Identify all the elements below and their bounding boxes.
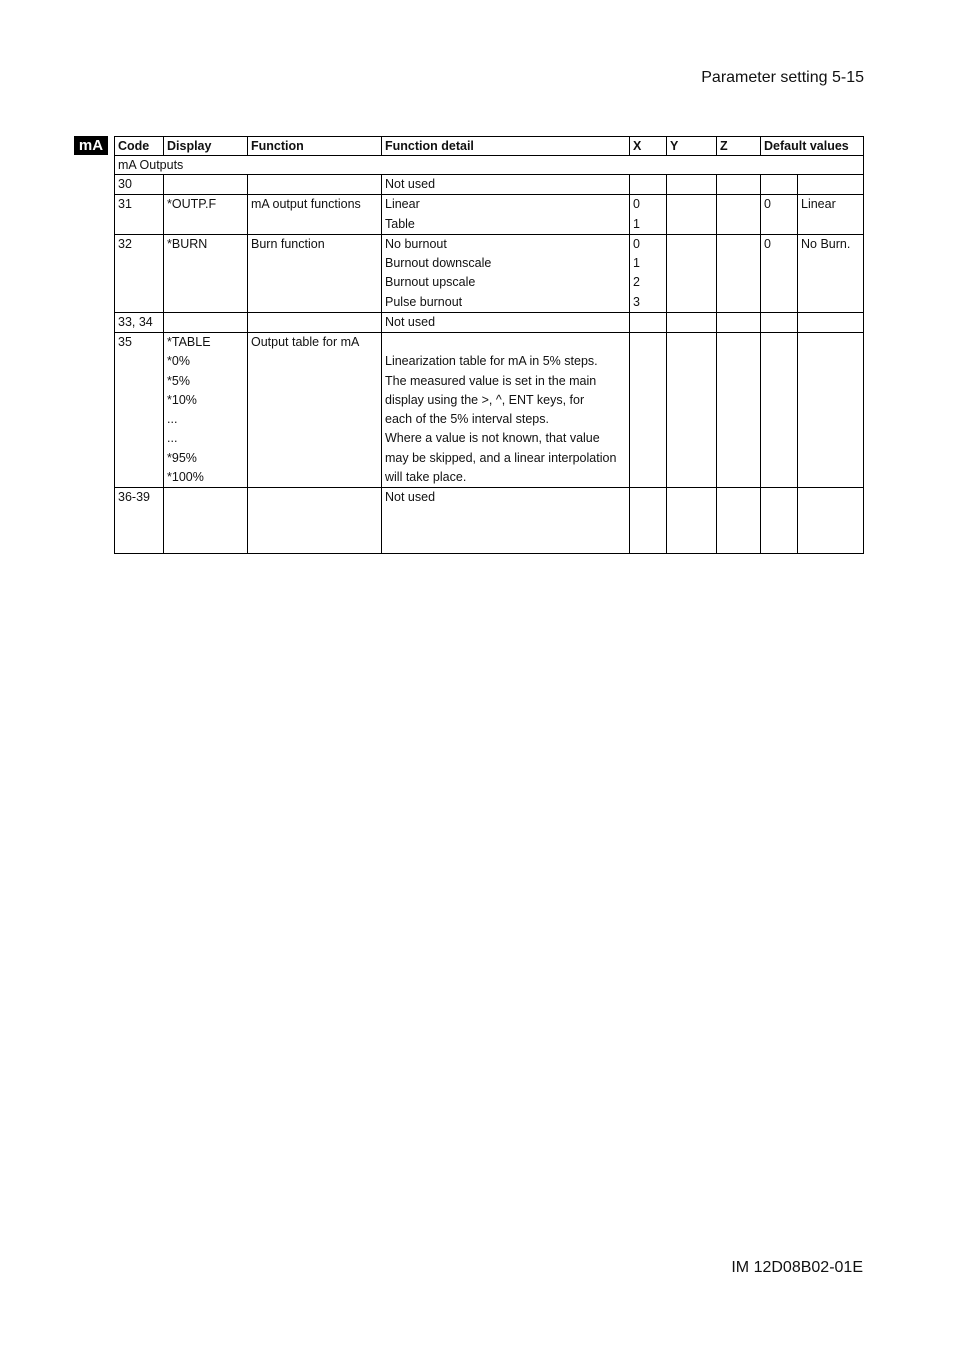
cell-code-text: 36-39 [118,490,150,504]
column-header-z: Z [717,137,761,156]
column-header-x: X [630,137,667,156]
cell-y [667,195,717,235]
cell-display-line: *BURN [167,236,208,251]
cell-function-text [251,175,378,194]
cell-x-line: 1 [633,216,640,231]
cell-function [248,195,382,235]
parameter-table [114,136,864,554]
cell-display-line: *95% [167,450,197,465]
cell-function-detail [382,175,630,195]
column-header-function-detail: Function detail [382,137,630,156]
cell-function-text: mA output functions [251,197,361,212]
cell-x [630,488,667,554]
cell-code-text: 31 [118,197,132,212]
cell-default-text-text [801,175,860,194]
cell-z [717,175,761,195]
cell-default-value [761,488,798,554]
cell-display-line [167,175,244,194]
cell-display-line: *5% [167,373,190,388]
cell-default-text [798,175,864,195]
cell-display [164,175,248,195]
cell-display-line: *10% [167,392,197,407]
cell-z [717,312,761,332]
cell-x-line [633,488,663,507]
cell-function-text: Output table for mA [251,335,360,349]
cell-function-detail-line: Not used [385,177,436,191]
cell-y [667,234,717,312]
cell-default-text [798,195,864,235]
cell-code [115,333,164,488]
cell-code [115,195,164,235]
cell-x-line: 0 [633,236,640,251]
cell-default-text [798,488,864,554]
cell-x [630,195,667,235]
cell-code [115,312,164,332]
section-title: mA Outputs [115,156,864,175]
cell-default-value-text [764,333,794,352]
cell-default-value [761,333,798,488]
column-header-default-values: Default values [761,137,864,156]
cell-display-line: *OUTP.F [167,197,217,212]
cell-display [164,234,248,312]
cell-display-line [167,313,244,332]
cell-x [630,312,667,332]
cell-y [667,312,717,332]
cell-default-text [798,312,864,332]
cell-y [667,175,717,195]
cell-x-line: 3 [633,294,640,309]
cell-function-detail-line: Linearization table for mA in 5% steps. [385,354,598,369]
cell-z [717,234,761,312]
cell-x-line: 0 [633,197,640,212]
cell-default-text-text: No Burn. [801,236,851,251]
table-row [115,488,864,554]
cell-default-value [761,234,798,312]
cell-function-detail-line: Not used [385,314,436,329]
column-header-y: Y [667,137,717,156]
cell-display-line: ... [167,431,178,446]
cell-function [248,175,382,195]
cell-default-text-text [801,313,860,332]
cell-code-text: 30 [118,177,132,191]
cell-function-detail-line: may be skipped, and a linear interpolation [385,450,617,465]
cell-default-value [761,312,798,332]
cell-x-line: 2 [633,275,640,290]
cell-x [630,333,667,488]
cell-function [248,488,382,554]
table-row [115,175,864,195]
table-row [115,234,864,312]
cell-default-value-text [764,313,794,332]
cell-function-detail-line: Linear [385,197,420,212]
cell-display [164,488,248,554]
column-header-function: Function [248,137,382,156]
cell-y [667,488,717,554]
cell-x [630,175,667,195]
cell-function-text: Burn function [251,236,325,251]
cell-code [115,234,164,312]
cell-function-text [251,488,378,507]
cell-display-line: *TABLE [167,335,211,349]
cell-function-detail [382,234,630,312]
table-row [115,195,864,235]
cell-code [115,488,164,554]
table-header-row [115,137,864,156]
cell-function-detail-line [385,333,626,352]
cell-function [248,333,382,488]
cell-display-line: *0% [167,354,190,369]
cell-default-text-text [801,333,860,352]
page-header: Parameter setting 5-15 [701,69,864,86]
table-row [115,333,864,488]
cell-x-line [633,333,663,352]
cell-x [630,234,667,312]
cell-function-detail-line: No burnout [385,236,447,251]
cell-function-detail [382,312,630,332]
cell-function-detail-line: Not used [385,490,436,504]
cell-display-line [167,488,244,507]
cell-x-line [633,313,663,332]
cell-default-text-text: Linear [801,197,836,212]
cell-default-text [798,333,864,488]
cell-function [248,234,382,312]
cell-code-text: 35 [118,335,132,349]
cell-display-line: ... [167,412,178,426]
cell-function-detail-line: Burnout upscale [385,275,476,290]
document-id: IM 12D08B02-01E [731,1259,863,1276]
cell-function-detail-line: Pulse burnout [385,294,463,309]
cell-function-detail-line: The measured value is set in the main [385,373,597,388]
cell-function [248,312,382,332]
cell-function-detail [382,195,630,235]
cell-function-detail-line: display using the >, ^, ENT keys, for [385,392,585,407]
cell-default-text [798,234,864,312]
cell-default-value-text [764,488,794,507]
column-header-code: Code [115,137,164,156]
cell-default-text-text [801,488,860,507]
cell-display [164,312,248,332]
cell-function-detail-line: will take place. [385,469,467,484]
table-row [115,312,864,332]
section-row [115,156,864,175]
cell-function-detail [382,488,630,554]
cell-default-value-text: 0 [764,197,771,212]
cell-function-text [251,313,378,332]
cell-code [115,175,164,195]
cell-z [717,195,761,235]
cell-function-detail-line: Burnout downscale [385,256,492,270]
cell-code-text: 33, 34 [118,314,153,329]
cell-function-detail-line: each of the 5% interval steps. [385,412,549,426]
cell-z [717,333,761,488]
cell-function-detail [382,333,630,488]
cell-display-line: *100% [167,469,204,484]
cell-x-line [633,175,663,194]
cell-display [164,333,248,488]
cell-function-detail-line: Table [385,216,415,231]
cell-default-value [761,195,798,235]
cell-default-value-text [764,175,794,194]
cell-function-detail-line: Where a value is not known, that value [385,431,600,446]
column-header-display: Display [164,137,248,156]
cell-z [717,488,761,554]
cell-code-text: 32 [118,236,132,251]
cell-default-value-text: 0 [764,236,771,251]
cell-default-value [761,175,798,195]
cell-y [667,333,717,488]
cell-x-line: 1 [633,256,640,270]
cell-display [164,195,248,235]
section-tab-label: mA [74,136,108,155]
